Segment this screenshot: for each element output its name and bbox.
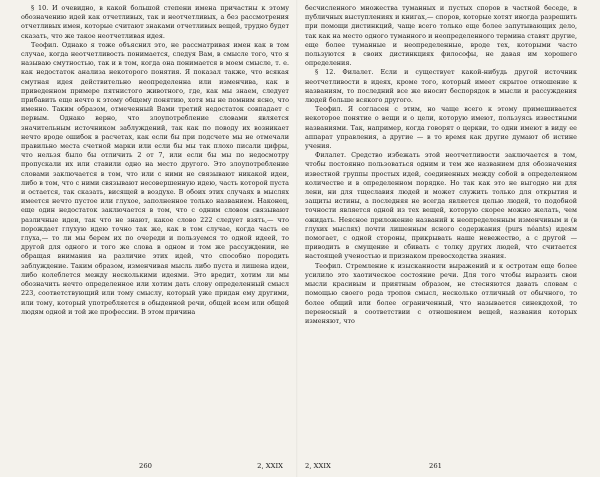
paragraph: Филалет. Средство избежать этой неотчетливости заключается в том, чтобы постоянно пользоваться одним и тем же названием для обозначения известной группы простых идей, соединенных между собой в определенном количестве и в определенном порядке. Но так как это не выгодно ни для лени, ни для тщеславия людей и может служить только для открытия и защиты истины, а последняя не всегда является целью людей, то подобной точности является одной из тех вещей, которую скорее можно желать, чем ожидать. Неясное приложение названий к неопределенным изменчивым и (в глухих мыслях) почти лишенным ясного содержания (purs néants) идеям помогает, с одной стороны, прикрывать наше невежество, а с другой — приводить в смущение и сбивать с толку других людей, что считается настоящей ученостью и признаком превосходства знания. xyxy=(305,151,577,261)
right-page-footer xyxy=(305,460,577,472)
paragraph: Теофил. Я согласен с этим, но чаще всего к этому примешивается некоторое понятие о вещи и о цели, которую имеют, пользуясь известными названиями. Так, например, когда говорят о церкви, то одни имеют в виду ее аппарат управления, а другие — в то время как другие думают об истине учения. xyxy=(305,105,577,151)
page-number: 260 xyxy=(139,462,152,470)
paragraph: § 10. И очевидно, в какой большой степени имена причастны к этому обозначению идей как отчетливых, так и неотчетливых, а без рассмотрения отчетливых имен, которые считают знаками отчетливых вещей, трудно будет сказать, что же такое неотчетливая идея. xyxy=(21,4,289,40)
right-page-text xyxy=(305,4,577,326)
left-page-text xyxy=(21,4,289,317)
book-gutter xyxy=(296,0,298,477)
left-page-footer xyxy=(21,460,289,472)
chapter-reference: 2, XXIX xyxy=(305,462,331,470)
paragraph: Теофил. Однако я тоже объяснил это, не рассматривая имен как в том случае, когда неотчетливость понимается, следуя Вам, в смысле того, что я называю смутностью, так и в том, когда она понимается в моем смысле, т. е. как недостаток анализа некоторого понятия. Я показал также, что всякая смутная идея действительно неопределенна или изменчива, как в приведенном примере пятнистого животного, где, как мы знаем, следует прибавить еще нечто к этому общему понятию, хотя мы не помним ясно, что именно. Таким образом, отмеченный Вами третий недостаток совпадает с первым. Однако верно, что злоупотребление словами является значительным источником заблуждений, так как по поводу их возникает нечто вроде ошибок в расчетах, как если бы при подсчете мы не отмечали правильно места счетной марки или если бы мы так плохо писали цифры, что нельзя было бы отличить 2 от 7, или если бы мы по недосмотру пропускали их или ставили одно на место другого. Это злоупотребление словами заключается в том, что или с ними не связывают никакой идеи, либо в том, что с ними связывают несовершенную идею, часть которой пуста и остается, так сказать, висящей в воздухе. В обоих этих случаях в мыслях имеется нечто пустое или глухое, заполненное только названием. Наконец, еще один недостаток заключается в том, что с одним словом связывают различные идеи, так что не знают, какое слово 222 следует взять,— что порождает глухую идею точно так же, как в том случае, когда часть ее глуха,— то ли мы берем их по очереди и пользуемся то одной идеей, то другой для одного и того же слова в одном и том же рассуждении, не обращая внимания на различие этих идей, что способно породить заблуждение. Таким образом, изменчивая мысль либо пуста и лишена идеи, либо колеблется между несколькими идеями. Это вредит, хотим ли мы обозначить нечто определенное или хотим дать слову определенный смысл 223, соответствующий или тому смыслу, который уже придан ему другими, или тому, который употребляется в обыденной речи, общей всем или общей людям одной и той же профессии. В этом причина xyxy=(21,40,289,316)
chapter-reference: 2, XXIX xyxy=(257,462,283,470)
paragraph: Теофил. Стремление к изысканности выражений и к остротам еще более усилило это хаотическое состояние речи. Для того чтобы выразить свои мысли красивым и приятным образом, не стесняются давать словам с помощью своего рода тропов смысл, несколько отличный от обычного, то более общий или более ограниченный, что называется синекдохой, то переносный в соответствии с отношением вещей, названия которых изменяют, что xyxy=(305,261,577,325)
paragraph: § 12. Филалет. Если и существует какой-нибудь другой источник неотчетливости в идеях, кроме того, который имеет скрытое отношение к названиям, то последний все же вносит беспорядок в мысли и рассуждения людей больше всякого другого. xyxy=(305,68,577,105)
page-number: 261 xyxy=(429,462,442,470)
paragraph: бесчисленного множества туманных и пустых споров в частной беседе, в публичных выступлениях и книгах,— споров, которые хотят иногда разрешить при помощи дистинкций, чаще всего только еще более запутывающих дело, так как на место одного туманного и неопределенного термина ставят другие, еще более туманные и неопределенные, вроде тех, которыми часто пользуются в своих дистинкциях философы, не давая им хорошего определения. xyxy=(305,4,577,68)
left-page xyxy=(21,4,289,472)
right-page xyxy=(305,4,577,472)
